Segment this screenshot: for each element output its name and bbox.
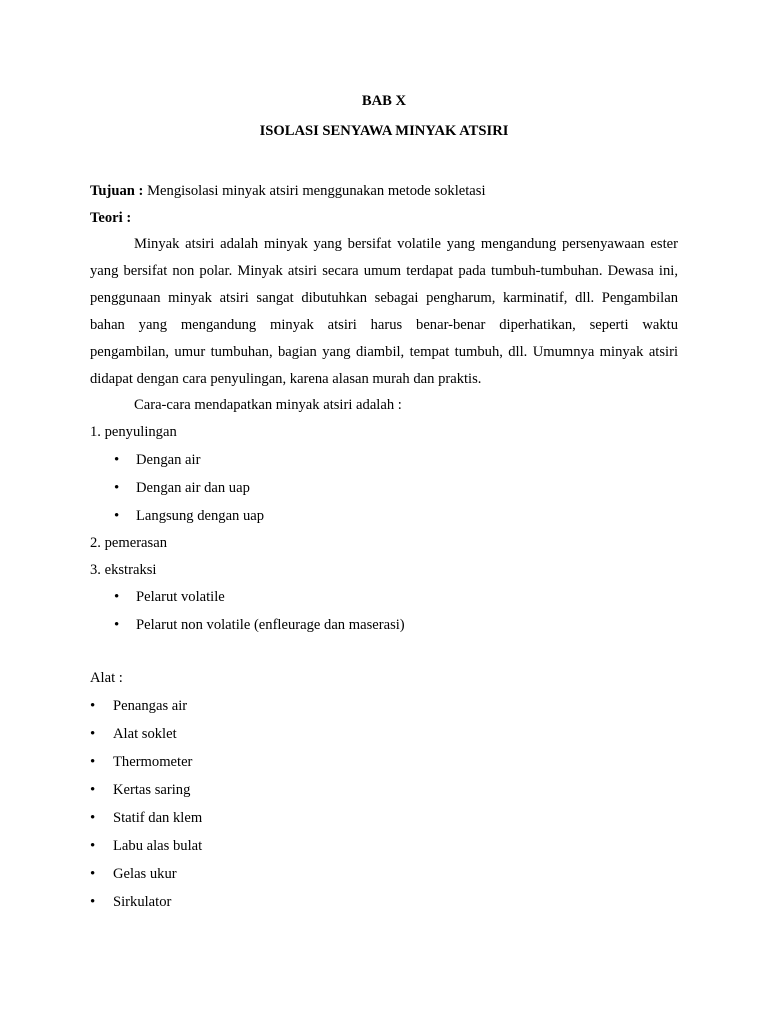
bullet-icon: • xyxy=(90,754,96,770)
method-label: 1. penyulingan xyxy=(90,424,177,440)
list-item-label: Sirkulator xyxy=(113,894,172,910)
method-label: 3. ekstraksi xyxy=(90,562,157,578)
theory-paragraph-line: penggunaan minyak atsiri sangat dibutuhkan sebagai pengharum, karminatif, dll. Pengambilan xyxy=(90,290,678,306)
bullet-icon: • xyxy=(114,617,120,633)
theory-paragraph-line: Minyak atsiri adalah minyak yang bersifat volatile yang mengandung persenyawaan ester xyxy=(134,236,678,252)
list-item-label: Alat soklet xyxy=(113,726,177,742)
theory-label: Teori : xyxy=(90,210,132,226)
list-item-label: Dengan air dan uap xyxy=(136,480,250,496)
objective-text: Mengisolasi minyak atsiri menggunakan metode sokletasi xyxy=(143,183,486,199)
objective-label: Tujuan : xyxy=(90,183,144,199)
bullet-icon: • xyxy=(90,810,96,826)
theory-paragraph-line: yang bersifat non polar. Minyak atsiri secara umum terdapat pada tumbuh-tumbuhan. Dewasa ini, xyxy=(90,263,678,279)
list-item-label: Dengan air xyxy=(136,452,201,468)
list-item-label: Pelarut non volatile (enfleurage dan maserasi) xyxy=(136,617,405,633)
list-item-label: Gelas ukur xyxy=(113,866,177,882)
bullet-icon: • xyxy=(114,480,120,496)
chapter-heading: BAB X xyxy=(361,93,407,109)
list-item-label: Pelarut volatile xyxy=(136,589,225,605)
list-item-label: Labu alas bulat xyxy=(113,838,203,854)
bullet-icon: • xyxy=(114,589,120,605)
bullet-icon: • xyxy=(90,894,96,910)
tools-label: Alat : xyxy=(90,670,123,686)
theory-paragraph-line: bahan yang mengandung minyak atsiri harus benar-benar diperhatikan, seperti waktu xyxy=(90,317,678,333)
list-item-label: Penangas air xyxy=(113,698,188,714)
bullet-icon: • xyxy=(114,452,120,468)
bullet-icon: • xyxy=(90,866,96,882)
method-label: 2. pemerasan xyxy=(90,535,167,551)
bullet-icon: • xyxy=(90,726,96,742)
list-item-label: Thermometer xyxy=(113,754,193,770)
bullet-icon: • xyxy=(114,508,120,524)
bullet-icon: • xyxy=(90,782,96,798)
theory-paragraph-line: pengambilan, umur tumbuhan, bagian yang diambil, tempat tumbuh, dll. Umumnya minyak atsiri xyxy=(90,344,678,360)
list-item-label: Kertas saring xyxy=(113,782,191,798)
bullet-icon: • xyxy=(90,838,96,854)
objective-line xyxy=(90,182,678,200)
document-title: ISOLASI SENYAWA MINYAK ATSIRI xyxy=(259,123,509,139)
list-item-label: Statif dan klem xyxy=(113,810,203,826)
methods-intro: Cara-cara mendapatkan minyak atsiri adalah : xyxy=(134,397,402,413)
theory-paragraph-line: didapat dengan cara penyulingan, karena alasan murah dan praktis. xyxy=(90,371,482,387)
bullet-icon: • xyxy=(90,698,96,714)
list-item-label: Langsung dengan uap xyxy=(136,508,265,524)
